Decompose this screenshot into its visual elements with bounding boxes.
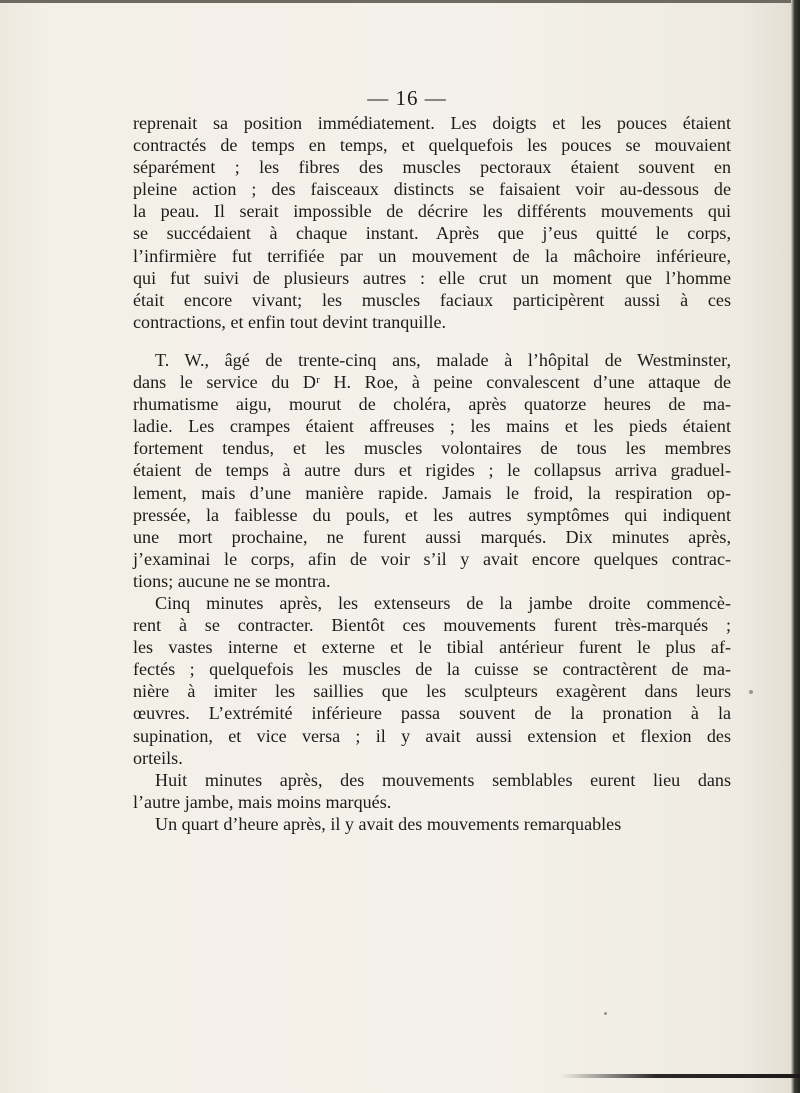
text-line: contractés de temps en temps, et quelquefois les pouces se mouvaient bbox=[133, 135, 731, 156]
text-line: Huit minutes après, des mouvements semblables eurent lieu dans bbox=[155, 769, 731, 790]
page-number: — 16 — bbox=[367, 86, 447, 110]
text-line: T. W., âgé de trente-cinq ans, malade à l’hôpital de Westminster, bbox=[155, 349, 731, 370]
text-line: fectés ; quelquefois les muscles de la cuisse se contractèrent de ma- bbox=[133, 659, 731, 680]
text-line: étaient de temps à autre durs et rigides ; le collapsus arriva graduel- bbox=[133, 460, 731, 481]
text-line: fortement tendus, et les muscles volontaires de tous les membres bbox=[133, 438, 731, 459]
text-line: pleine action ; des faisceaux distincts se faisaient voir au-dessous de bbox=[133, 179, 731, 200]
paragraph-gap bbox=[133, 333, 731, 349]
text-line: supination, et vice versa ; il y avait aussi extension et flexion des bbox=[133, 725, 731, 746]
text-line: les vastes interne et externe et le tibial antérieur furent le plus af- bbox=[133, 637, 731, 658]
paper-speck bbox=[604, 1012, 607, 1015]
text-line: dans le service du Dʳ H. Roe, à peine convalescent d’une attaque de bbox=[133, 372, 731, 393]
page-top-edge bbox=[0, 0, 800, 3]
text-line: séparément ; les fibres des muscles pectoraux étaient souvent en bbox=[133, 157, 731, 178]
text-line: se succédaient à chaque instant. Après que j’eus quitté le corps, bbox=[133, 223, 731, 244]
text-line: œuvres. L’extrémité inférieure passa souvent de la pronation à la bbox=[133, 703, 731, 724]
text-line: orteils. bbox=[133, 747, 183, 768]
paragraph bbox=[133, 349, 731, 592]
text-line: Cinq minutes après, les extenseurs de la jambe droite commencè- bbox=[155, 592, 731, 613]
text-line: contractions, et enfin tout devint tranquille. bbox=[133, 311, 447, 332]
text-line: l’autre jambe, mais moins marqués. bbox=[133, 791, 392, 812]
text-line: qui fut suivi de plusieurs autres : elle crut un moment que l’homme bbox=[133, 267, 731, 288]
text-line: était encore vivant; les muscles faciaux participèrent aussi à ces bbox=[133, 289, 731, 310]
text-line: nière à imiter les saillies que les sculpteurs exagèrent dans leurs bbox=[133, 681, 731, 702]
text-line: pressée, la faiblesse du pouls, et les autres symptômes qui indiquent bbox=[133, 504, 731, 525]
page-bottom-shadow bbox=[560, 1074, 800, 1078]
paragraph bbox=[133, 813, 731, 835]
text-line: rhumatisme aigu, mourut de choléra, après quatorze heures de ma- bbox=[133, 394, 731, 415]
paper-speck bbox=[749, 690, 753, 694]
text-line: rent à se contracter. Bientôt ces mouvements furent très-marqués ; bbox=[133, 615, 731, 636]
text-line: Un quart d’heure après, il y avait des mouvements remarquables bbox=[155, 813, 622, 834]
page-binding-shadow bbox=[791, 0, 800, 1093]
paragraph bbox=[133, 769, 731, 813]
paragraph bbox=[133, 592, 731, 769]
text-line: l’infirmière fut terrifiée par un mouvement de la mâchoire inférieure, bbox=[133, 245, 731, 266]
text-line: lement, mais d’une manière rapide. Jamais le froid, la respiration op- bbox=[133, 482, 731, 503]
text-line: ladie. Les crampes étaient affreuses ; les mains et les pieds étaient bbox=[133, 416, 731, 437]
text-line: reprenait sa position immédiatement. Les doigts et les pouces étaient bbox=[133, 113, 731, 133]
text-line: une mort prochaine, ne furent aussi marqués. Dix minutes après, bbox=[133, 526, 731, 547]
paragraph bbox=[133, 112, 731, 333]
text-line: la peau. Il serait impossible de décrire les différents mouvements qui bbox=[133, 201, 731, 222]
text-line: tions; aucune ne se montra. bbox=[133, 570, 331, 591]
body-text bbox=[133, 112, 731, 835]
text-line: j’examinai le corps, afin de voir s’il y avait encore quelques contrac- bbox=[133, 548, 731, 569]
